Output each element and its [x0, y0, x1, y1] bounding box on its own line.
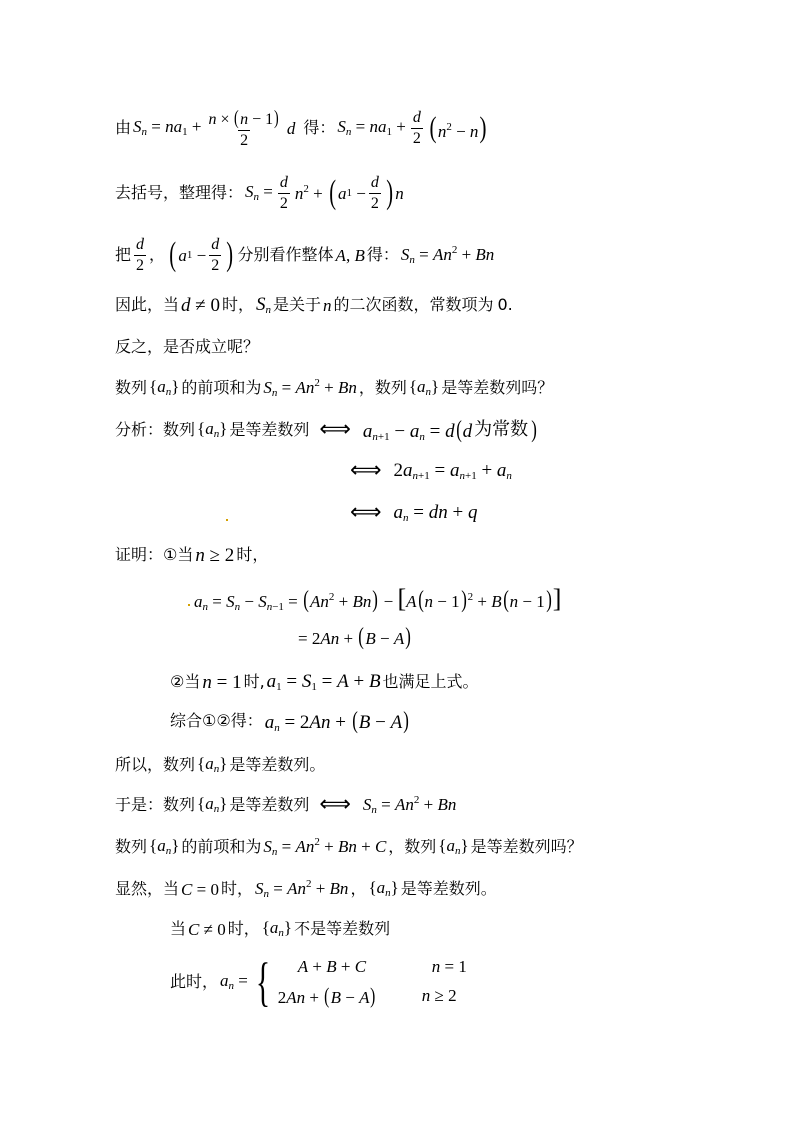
math-n2-plus: $n^2$ + — [294, 183, 323, 203]
fraction-n-n-1-over-2: $\frac{n \times (n - 1)}{2}$ — [208, 106, 279, 149]
text-you: 由 — [115, 118, 132, 137]
math-sn-an2-bn-d: $S_n = An^2 + Bn$ — [254, 877, 349, 900]
text-line-6 — [115, 375, 553, 401]
circled-one: ① — [163, 545, 178, 564]
fraction-d-over-2-b: $\frac{d}{2}$ — [279, 173, 288, 212]
math-an-final: $a_n = 2An + (B - A)$ — [264, 707, 409, 734]
fraction-d-over-2-c: $\frac{d}{2}$ — [136, 235, 145, 274]
math-c-neq-0: C ≠ 0 — [188, 919, 226, 939]
text-line-thus — [115, 792, 458, 818]
math-sn-an2-bn-c: $S_n = An^2 + Bn$ — [362, 793, 457, 816]
text-proof: 证明： — [115, 545, 164, 564]
text-analysis: 分析：数列 — [115, 420, 196, 439]
math-sn-eq: $S_n$ = — [245, 182, 273, 203]
math-sn-with-c: $S_n = An^2 + Bn + C$ — [263, 835, 387, 858]
math-n2-n: $(n^2 - n)$ — [429, 111, 487, 144]
math-n: n — [322, 295, 332, 315]
iff-arrow-1: ⟺ — [319, 417, 351, 442]
text-is-arith: 是等差数列吗？ — [441, 378, 554, 397]
text-arith-seq-2: 是等差数列 — [229, 795, 310, 814]
text-therefore: 因此，当 — [115, 295, 180, 314]
math-d-neq-0: d ≠ 0 — [181, 294, 220, 316]
math-an-derive: $a_n = S_n - S_{n-1} = (An^2 + Bn) - [A(n - 1)^2 + B(n - 1)]$ — [194, 583, 562, 613]
text-when-2: 当 — [177, 545, 194, 564]
analysis-line-2 — [340, 456, 514, 486]
formula-line-3 — [115, 232, 496, 278]
math-n-eq-1: n = 1 — [202, 671, 242, 693]
math-an-eq: $a_n$ = — [220, 971, 248, 992]
proof-line-2 — [192, 582, 563, 616]
math-sn-an2-bn: $S_n = An^2 + Bn$ — [400, 243, 495, 266]
text-so: 所以，数列 — [115, 755, 196, 774]
math-a1-minus-d2: ( a 1 − $\frac{d}{2}$ ) n — [328, 173, 404, 212]
formula-line-2 — [115, 170, 406, 216]
math-diff-d: $a_{n+1} - a_n = d(d$ — [362, 416, 473, 443]
math-an-set-g: $\{a_n\}$ — [438, 836, 469, 857]
text-not-arith: 不是等差数列 — [294, 919, 391, 938]
text-when-3: 当 — [184, 672, 201, 691]
text-sum-2: 的前项和为 — [181, 837, 262, 856]
text-is-arith-3: 是等差数列吗？ — [470, 837, 583, 856]
proof-line-5 — [170, 706, 412, 736]
text-ba: 把 — [115, 245, 132, 264]
text-constant: 为常数 — [474, 419, 529, 440]
text-line-5 — [115, 335, 259, 359]
text-obviously: 显然，当 — [115, 879, 180, 898]
text-sequence-2: ，数列 — [358, 378, 407, 397]
text-comma-2: ， — [350, 879, 367, 898]
math-a1-minus-d2-b: ( a 1 − $\frac{d}{2}$ ) — [169, 235, 234, 274]
text-line-obvious — [115, 876, 497, 902]
text-when-4: 时， — [220, 879, 253, 898]
math-an-set-e: $\{a_n\}$ — [197, 794, 228, 815]
analysis-line-3 — [340, 498, 479, 528]
math-an-set: $\{a_n\}$ — [149, 377, 180, 398]
text-sequence-3: 数列 — [115, 837, 148, 856]
math-d: d — [286, 118, 296, 138]
iff-arrow-3: ⟺ — [350, 500, 382, 525]
formula-line-1 — [115, 105, 490, 151]
piecewise-cases: A + B + C n = 1 2An + (B − A) n ≥ 2 — [277, 956, 467, 1008]
proof-line-4 — [170, 668, 479, 696]
math-close-paren: ) — [531, 417, 537, 443]
decorative-dot — [226, 519, 228, 521]
text-sequence-4: ，数列 — [388, 837, 437, 856]
text-zero: 0. — [497, 295, 513, 314]
math-c-eq-0: C = 0 — [181, 879, 219, 899]
text-sum: 的前项和为 — [181, 378, 262, 397]
decorative-dot-2 — [188, 604, 190, 606]
math-2an1: $2a_{n+1} = a_{n+1} + a_n$ — [393, 459, 512, 482]
text-is-arith-2: 是等差数列。 — [229, 755, 326, 774]
math-an-set-d: $\{a_n\}$ — [197, 754, 228, 775]
circled-two: ② — [170, 672, 185, 691]
math-sn-def: $S_n = na_1$ + — [133, 117, 202, 138]
math-an-set-h: $\{a_n\}$ — [368, 878, 399, 899]
math-2an-b-a: = 2An + (B − A) — [298, 624, 412, 650]
text-converse: 反之，是否成立呢？ — [115, 337, 260, 356]
left-brace: { — [255, 952, 270, 1012]
math-sn-result: $S_n = na_1$ + — [337, 117, 406, 138]
math-an-dn-q: $a_n$ = dn + q — [393, 501, 478, 524]
text-line-4 — [115, 292, 513, 318]
math-an-set-b: $\{a_n\}$ — [408, 377, 440, 398]
text-line-not — [170, 916, 390, 942]
math-a-b: A, B — [335, 245, 365, 265]
text-about: 是关于 — [272, 295, 321, 314]
text-thus: 于是：数列 — [115, 795, 196, 814]
text-then: 此时， — [170, 972, 219, 991]
text-when: 时， — [221, 295, 254, 314]
math-n-geq-2: n ≥ 2 — [195, 544, 235, 566]
text-de-2: 得： — [366, 245, 399, 264]
fraction-d-over-2: $\frac{d}{2}$ — [412, 108, 421, 147]
iff-arrow-4: ⟺ — [319, 792, 351, 817]
iff-arrow-2: ⟺ — [350, 458, 382, 483]
text-rearrange: 去括号，整理得： — [115, 183, 244, 202]
math-an-set-i: $\{a_n\}$ — [261, 918, 293, 939]
text-as-whole: 分别看作整体 — [237, 245, 334, 264]
text-when-6: 时， — [227, 919, 260, 938]
proof-line-1 — [115, 542, 268, 568]
text-combine: 综合①②得： — [170, 711, 263, 730]
text-line-so — [115, 752, 325, 778]
text-comma: ， — [149, 245, 166, 264]
text-de: 得： — [303, 118, 336, 137]
text-when-5: 当 — [170, 919, 187, 938]
piecewise-line — [170, 952, 469, 1012]
text-is-arith-4: 是等差数列。 — [400, 879, 497, 898]
text-time: 时， — [236, 545, 269, 564]
text-sequence: 数列 — [115, 378, 148, 397]
text-arith-seq: 是等差数列 — [229, 420, 310, 439]
text-line-q2 — [115, 834, 583, 860]
math-an-set-c: $\{a_n\}$ — [197, 419, 228, 440]
math-a1-s1: $a_1 = S_1 = A + B$ — [266, 670, 381, 693]
analysis-line-1 — [115, 415, 540, 445]
math-sn-an2-bn-b: $S_n = An^2 + Bn$ — [263, 376, 357, 399]
math-sn: $S_n$ — [255, 293, 271, 316]
text-time-2: 时, — [243, 672, 265, 691]
text-satisfies: 也满足上式。 — [382, 672, 479, 691]
math-an-set-f: $\{a_n\}$ — [149, 836, 180, 857]
proof-line-3 — [296, 622, 414, 652]
text-quadratic: 的二次函数，常数项为 — [333, 295, 494, 314]
